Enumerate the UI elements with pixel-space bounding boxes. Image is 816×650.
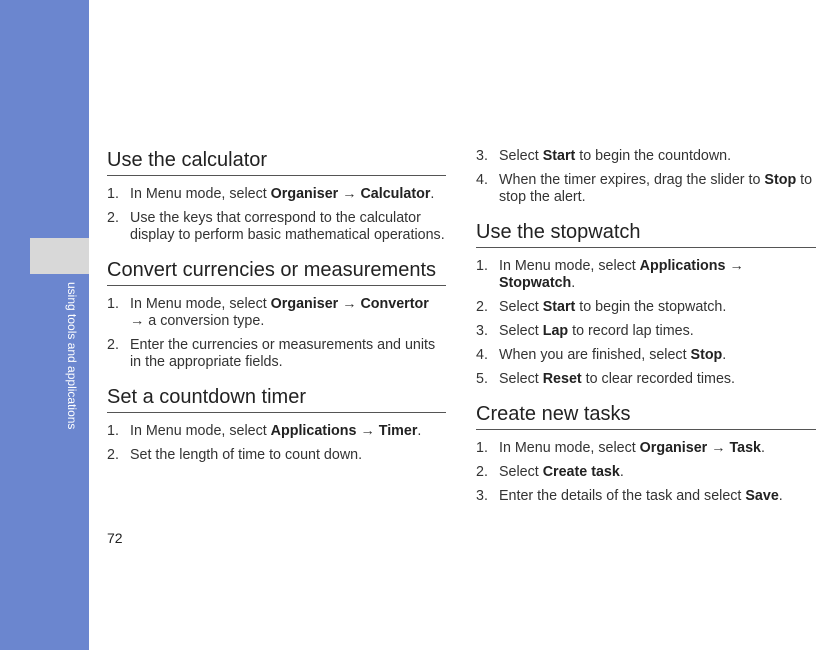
menu-term: Stop	[764, 172, 797, 188]
menu-term: Save	[745, 488, 779, 504]
step-number: 1.	[476, 258, 488, 274]
step-list	[476, 440, 816, 505]
menu-term: Organiser	[639, 440, 708, 456]
section-heading: Use the calculator	[107, 148, 446, 176]
menu-term: Stop	[690, 347, 723, 363]
step-text: When the timer expires, drag the slider to	[499, 172, 765, 188]
step-item	[476, 258, 816, 292]
step-text: .	[778, 488, 783, 504]
menu-term: Organiser	[270, 186, 339, 202]
menu-term: Start	[542, 299, 576, 315]
step-text: .	[571, 275, 576, 291]
menu-term: Organiser	[270, 296, 339, 312]
step-number: 3.	[476, 323, 488, 339]
section	[476, 402, 816, 505]
step-text: .	[619, 464, 624, 480]
step-text: In Menu mode, select	[130, 296, 271, 312]
section	[107, 385, 446, 464]
step-item	[476, 148, 816, 165]
step-number: 1.	[107, 423, 119, 439]
step-text: Select	[499, 323, 543, 339]
step-text: Select	[499, 299, 543, 315]
step-number: 5.	[476, 371, 488, 387]
step-list	[476, 258, 816, 388]
step-item	[476, 488, 816, 505]
step-text: Select	[499, 148, 543, 164]
step-number: 3.	[476, 488, 488, 504]
step-number: 1.	[107, 186, 119, 202]
step-text: Set the length of time to count down.	[130, 447, 363, 463]
step-number: 2.	[107, 447, 119, 463]
section	[107, 258, 446, 371]
step-item	[476, 464, 816, 481]
step-text: .	[722, 347, 727, 363]
step-number: 2.	[476, 464, 488, 480]
step-item	[476, 371, 816, 388]
step-item	[107, 337, 446, 371]
step-item	[107, 210, 446, 244]
menu-term: Create task	[542, 464, 620, 480]
right-column	[476, 148, 816, 519]
step-text: .	[417, 423, 422, 439]
step-text: Enter the details of the task and select	[499, 488, 746, 504]
step-text: →	[707, 440, 730, 456]
step-list	[107, 423, 446, 464]
section-heading: Use the stopwatch	[476, 220, 816, 248]
step-text: to record lap times.	[568, 323, 694, 339]
step-text: Enter the currencies or measurements and units in the appropriate fields.	[130, 337, 436, 370]
section-heading: Convert currencies or measurements	[107, 258, 446, 286]
step-text: →	[338, 296, 361, 312]
step-item	[476, 299, 816, 316]
step-number: 2.	[107, 210, 119, 226]
menu-term: Reset	[542, 371, 582, 387]
step-text: to stop the alert.	[499, 172, 813, 205]
step-text: →	[725, 258, 744, 274]
step-number: 3.	[476, 148, 488, 164]
menu-term: Task	[729, 440, 761, 456]
step-item	[107, 447, 446, 464]
menu-term: Applications	[270, 423, 357, 439]
step-number: 2.	[107, 337, 119, 353]
step-item	[107, 186, 446, 203]
step-item	[476, 440, 816, 457]
step-item	[476, 323, 816, 340]
left-column	[107, 148, 446, 478]
section-heading: Set a countdown timer	[107, 385, 446, 413]
step-number: 1.	[107, 296, 119, 312]
sidebar-chapter-label: using tools and applications	[65, 282, 79, 430]
step-text: Use the keys that correspond to the calculator display to perform basic mathematical operations.	[130, 210, 445, 243]
step-text: Select	[499, 464, 543, 480]
step-text: →	[338, 186, 361, 202]
menu-term: Timer	[378, 423, 418, 439]
step-text: In Menu mode, select	[130, 423, 271, 439]
step-text: →	[356, 423, 379, 439]
step-text: In Menu mode, select	[499, 258, 640, 274]
step-item	[107, 296, 446, 330]
step-text: to begin the stopwatch.	[575, 299, 727, 315]
sidebar-tab-marker	[30, 238, 89, 274]
step-text: When you are finished, select	[499, 347, 691, 363]
menu-term: Start	[542, 148, 576, 164]
step-number: 1.	[476, 440, 488, 456]
page-number: 72	[107, 530, 123, 546]
step-item	[476, 347, 816, 364]
step-text: In Menu mode, select	[130, 186, 271, 202]
section	[107, 148, 446, 244]
step-list	[107, 186, 446, 244]
step-text: .	[430, 186, 435, 202]
menu-term: Calculator	[360, 186, 431, 202]
menu-term: Stopwatch	[499, 275, 572, 291]
step-text: to clear recorded times.	[581, 371, 736, 387]
step-item	[107, 423, 446, 440]
step-text: In Menu mode, select	[499, 440, 640, 456]
menu-term: Lap	[542, 323, 569, 339]
section	[476, 220, 816, 388]
step-text: to begin the countdown.	[575, 148, 732, 164]
step-number: 2.	[476, 299, 488, 315]
step-number: 4.	[476, 347, 488, 363]
step-text: → a conversion type.	[130, 313, 265, 329]
step-text: .	[761, 440, 765, 456]
step-number: 4.	[476, 172, 488, 188]
right-sections	[476, 220, 816, 505]
menu-term: Applications	[639, 258, 726, 274]
section-heading: Create new tasks	[476, 402, 816, 430]
continued-steps	[476, 148, 816, 206]
step-item	[476, 172, 816, 206]
step-text: Select	[499, 371, 543, 387]
menu-term: Convertor	[360, 296, 429, 312]
step-list	[107, 296, 446, 371]
